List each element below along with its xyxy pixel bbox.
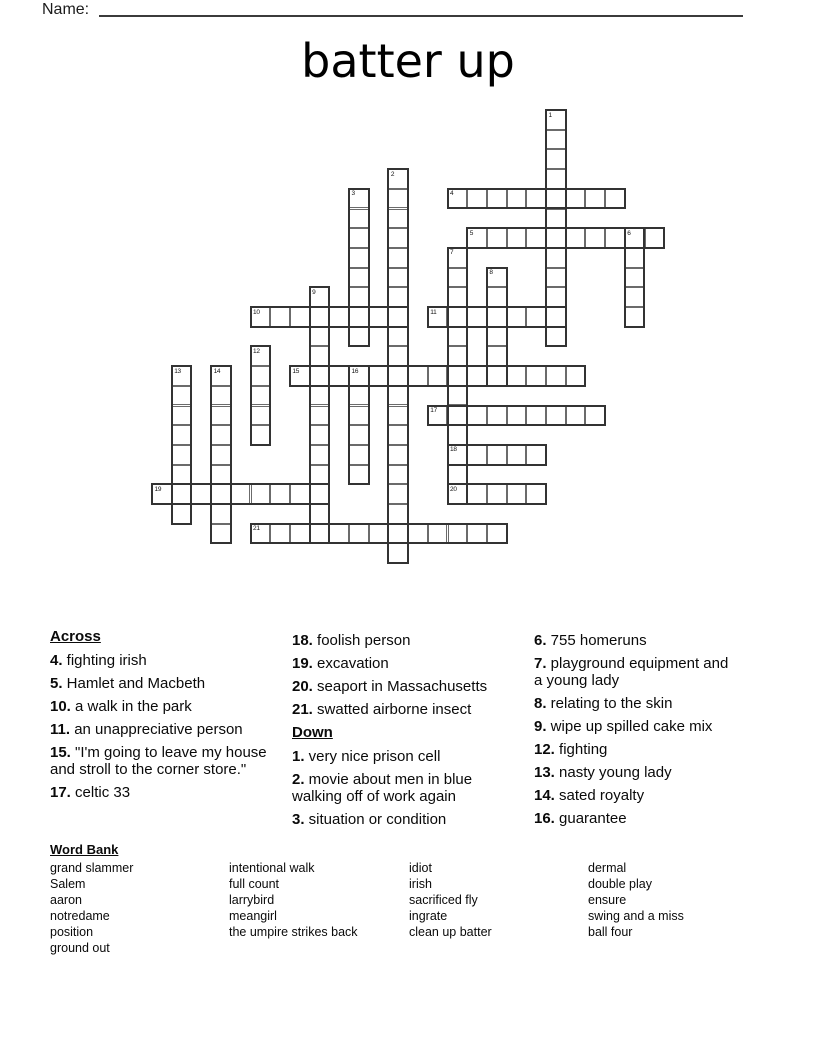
cell-number: 4 [450, 190, 454, 198]
word-bank-item: intentional walk [229, 861, 315, 875]
puzzle-title: batter up [301, 34, 515, 88]
clue-down-13: 13. nasty young lady [534, 764, 672, 781]
grid-cell[interactable] [546, 307, 566, 327]
clue-across-21: 21. swatted airborne insect [292, 701, 472, 718]
grid-cell[interactable] [546, 366, 566, 386]
clue-across-15: 15. "I'm going to leave my house and stroll to the corner store." [50, 744, 267, 778]
grid-cell[interactable] [329, 524, 349, 544]
grid-cell[interactable] [251, 307, 271, 327]
grid-cell[interactable] [566, 406, 586, 426]
word-bank-item: meangirl [229, 909, 277, 923]
grid-cell[interactable] [467, 406, 487, 426]
grid-cell[interactable] [172, 465, 192, 485]
clue-across-18: 18. foolish person [292, 632, 411, 649]
grid-cell[interactable] [388, 504, 408, 524]
grid-cell[interactable] [448, 327, 468, 347]
grid-cell[interactable] [349, 248, 369, 268]
cell-number: 13 [174, 367, 181, 375]
grid-cell[interactable] [507, 307, 527, 327]
grid-cell[interactable] [310, 504, 330, 524]
grid-cell[interactable] [172, 366, 192, 386]
grid-cell[interactable] [428, 524, 448, 544]
word-bank-column-1 [50, 860, 225, 956]
grid-cell[interactable] [388, 228, 408, 248]
grid-cell[interactable] [251, 484, 271, 504]
grid-cell[interactable] [448, 366, 468, 386]
cell-number: 11 [430, 308, 437, 316]
grid-cell[interactable] [507, 189, 527, 209]
grid-cell[interactable] [388, 346, 408, 366]
grid-cell[interactable] [467, 366, 487, 386]
cell-number: 16 [351, 367, 359, 375]
cell-number: 10 [253, 308, 260, 316]
grid-cell[interactable] [487, 346, 507, 366]
clue-down-7: 7. playground equipment and a young lady [534, 655, 729, 689]
grid-cell[interactable] [526, 445, 546, 465]
grid-cell[interactable] [448, 524, 468, 544]
grid-cell[interactable] [310, 445, 330, 465]
word-bank-item: Salem [50, 877, 86, 891]
cell-number: 15 [292, 367, 300, 375]
grid-cell[interactable] [191, 484, 211, 504]
grid-cell[interactable] [211, 386, 231, 406]
down-header: Down [292, 724, 333, 741]
cell-number: 21 [253, 525, 260, 533]
grid-cell[interactable] [211, 406, 231, 426]
across-header: Across [50, 628, 101, 645]
cell-number: 7 [450, 249, 454, 257]
grid-cell[interactable] [369, 366, 389, 386]
grid-cell[interactable] [349, 209, 369, 229]
grid-cell[interactable] [310, 346, 330, 366]
clue-down-3: 3. situation or condition [292, 811, 447, 828]
clue-down-16: 16. guarantee [534, 810, 627, 827]
grid-cell[interactable] [349, 465, 369, 485]
grid-cell[interactable] [172, 425, 192, 445]
word-bank-item: swing and a miss [588, 909, 684, 923]
clue-across-4: 4. fighting irish [50, 652, 147, 669]
grid-cell[interactable] [388, 445, 408, 465]
grid-cell[interactable] [270, 484, 290, 504]
cell-number: 20 [450, 485, 457, 493]
grid-cell[interactable] [526, 366, 546, 386]
grid-cell[interactable] [487, 327, 507, 347]
grid-cell[interactable] [310, 287, 330, 307]
grid-cell[interactable] [310, 524, 330, 544]
word-bank-item: dermal [588, 861, 627, 875]
word-bank-column-2 [229, 860, 404, 940]
grid-cell[interactable] [211, 366, 231, 386]
grid-cell[interactable] [388, 366, 408, 386]
word-bank-item: double play [588, 877, 652, 891]
grid-cell[interactable] [349, 228, 369, 248]
grid-cell[interactable] [408, 524, 428, 544]
grid-cell[interactable] [310, 307, 330, 327]
clue-across-10: 10. a walk in the park [50, 698, 192, 715]
cell-number: 9 [312, 288, 316, 296]
grid-cell[interactable] [448, 307, 468, 327]
cell-number: 2 [390, 170, 395, 178]
grid-cell[interactable] [310, 465, 330, 485]
cell-number: 17 [430, 407, 437, 414]
word-bank-item: ingrate [409, 909, 448, 923]
grid-cell[interactable] [487, 189, 507, 209]
word-bank-item: the umpire strikes back [229, 925, 358, 939]
grid-cell[interactable] [448, 386, 468, 406]
clue-down-2: 2. movie about men in blue walking off of work again [292, 771, 473, 805]
word-bank-item: full count [229, 877, 280, 891]
grid-cell[interactable] [546, 268, 566, 288]
grid-cell[interactable] [329, 366, 349, 386]
grid-cell[interactable] [625, 287, 645, 307]
grid-cell[interactable] [152, 484, 172, 504]
grid-cell[interactable] [546, 287, 566, 307]
grid-cell[interactable] [585, 228, 605, 248]
grid-cell[interactable] [349, 327, 369, 347]
name-label: Name: [42, 1, 90, 18]
grid-cell[interactable] [290, 484, 310, 504]
grid-cell[interactable] [487, 406, 507, 426]
grid-cell[interactable] [251, 346, 271, 366]
grid-cell[interactable] [270, 307, 290, 327]
grid-cell[interactable] [546, 228, 566, 248]
grid-cell[interactable] [526, 307, 546, 327]
grid-cell[interactable] [251, 425, 271, 445]
grid-cell[interactable] [546, 406, 566, 426]
grid-cell[interactable] [388, 543, 408, 563]
cell-number: 3 [351, 190, 355, 198]
word-bank-item: idiot [409, 861, 432, 875]
grid-cell[interactable] [310, 327, 330, 347]
grid-cell[interactable] [388, 248, 408, 268]
grid-cell[interactable] [566, 366, 586, 386]
grid-cell[interactable] [211, 524, 231, 544]
word-bank-header: Word Bank [50, 842, 119, 857]
grid-cell[interactable] [546, 189, 566, 209]
clue-down-1: 1. very nice prison cell [292, 748, 441, 765]
grid-cell[interactable] [369, 524, 389, 544]
grid-cell[interactable] [585, 406, 605, 426]
word-bank-item: grand slammer [50, 861, 134, 875]
grid-cell[interactable] [388, 169, 408, 189]
grid-cell[interactable] [349, 406, 369, 426]
grid-cell[interactable] [448, 287, 468, 307]
grid-cell[interactable] [448, 425, 468, 445]
grid-cell[interactable] [546, 248, 566, 268]
grid-cell[interactable] [290, 366, 310, 386]
grid-cell[interactable] [487, 445, 507, 465]
grid-cell[interactable] [172, 386, 192, 406]
grid-cell[interactable] [388, 484, 408, 504]
grid-cell[interactable] [605, 189, 625, 209]
grid-cell[interactable] [290, 524, 310, 544]
grid-cell[interactable] [605, 228, 625, 248]
clue-down-9: 9. wipe up spilled cake mix [534, 718, 713, 735]
clue-across-19: 19. excavation [292, 655, 389, 672]
cell-number: 1 [548, 111, 552, 119]
grid-cell[interactable] [270, 524, 290, 544]
grid-cell[interactable] [388, 386, 408, 406]
grid-cell[interactable] [310, 484, 330, 504]
cell-number: 12 [253, 347, 260, 355]
grid-cell[interactable] [310, 386, 330, 406]
grid-cell[interactable] [388, 268, 408, 288]
grid-cell[interactable] [251, 386, 271, 406]
grid-cell[interactable] [546, 130, 566, 150]
grid-cell[interactable] [172, 445, 192, 465]
grid-cell[interactable] [251, 366, 271, 386]
grid-cell[interactable] [546, 327, 566, 347]
grid-cell[interactable] [388, 425, 408, 445]
grid-cell[interactable] [487, 307, 507, 327]
grid-cell[interactable] [172, 484, 192, 504]
grid-cell[interactable] [507, 406, 527, 426]
grid-cell[interactable] [585, 189, 605, 209]
cell-number: 6 [627, 229, 631, 237]
grid-cell[interactable] [428, 307, 448, 327]
grid-cell[interactable] [507, 366, 527, 386]
grid-cell[interactable] [507, 228, 527, 248]
cell-number: 5 [469, 229, 474, 237]
clues-column-2 [292, 632, 520, 834]
grid-cell[interactable] [448, 406, 468, 426]
grid-cell[interactable] [448, 248, 468, 268]
grid-cell[interactable] [211, 465, 231, 485]
grid-cell[interactable] [428, 406, 448, 426]
grid-cell[interactable] [487, 228, 507, 248]
grid-cell[interactable] [448, 484, 468, 504]
word-bank-column-4 [588, 860, 763, 940]
grid-cell[interactable] [388, 524, 408, 544]
grid-cell[interactable] [448, 465, 468, 485]
grid-cell[interactable] [448, 189, 468, 209]
grid-cell[interactable] [526, 484, 546, 504]
clue-across-20: 20. seaport in Massachusetts [292, 678, 488, 695]
grid-cell[interactable] [487, 366, 507, 386]
clues-column-3 [534, 632, 738, 833]
clue-across-17: 17. celtic 33 [50, 784, 131, 801]
grid-cell[interactable] [487, 484, 507, 504]
grid-cell[interactable] [349, 425, 369, 445]
grid-cell[interactable] [251, 524, 271, 544]
grid-cell[interactable] [388, 189, 408, 209]
cell-number: 18 [450, 446, 457, 454]
clue-down-14: 14. sated royalty [534, 787, 645, 804]
grid-cell[interactable] [211, 445, 231, 465]
clue-across-5: 5. Hamlet and Macbeth [50, 675, 206, 692]
grid-cell[interactable] [310, 366, 330, 386]
grid-cell[interactable] [290, 307, 310, 327]
grid-cell[interactable] [428, 366, 448, 386]
clue-down-8: 8. relating to the skin [534, 695, 673, 712]
grid-cell[interactable] [349, 287, 369, 307]
grid-cell[interactable] [625, 307, 645, 327]
grid-cell[interactable] [448, 346, 468, 366]
clue-down-12: 12. fighting [534, 741, 608, 758]
grid-cell[interactable] [388, 406, 408, 426]
grid-cell[interactable] [507, 484, 527, 504]
grid-cell[interactable] [349, 307, 369, 327]
grid-cell[interactable] [349, 445, 369, 465]
word-bank-item: ensure [588, 893, 627, 907]
grid-cell[interactable] [369, 307, 389, 327]
grid-cell[interactable] [546, 110, 566, 130]
grid-cell[interactable] [645, 228, 665, 248]
grid-cell[interactable] [566, 228, 586, 248]
grid-cell[interactable] [566, 189, 586, 209]
grid-cell[interactable] [467, 228, 487, 248]
grid-cell[interactable] [310, 425, 330, 445]
word-bank-item: aaron [50, 893, 82, 907]
grid-cell[interactable] [467, 307, 487, 327]
grid-cell[interactable] [546, 149, 566, 169]
cell-number: 14 [213, 367, 221, 375]
grid-cell[interactable] [546, 169, 566, 189]
clues-column-1 [50, 628, 268, 807]
word-bank-item: irish [409, 877, 432, 891]
grid-cell[interactable] [349, 268, 369, 288]
grid-cell[interactable] [211, 425, 231, 445]
cell-number: 19 [154, 485, 162, 493]
grid-cell[interactable] [625, 248, 645, 268]
word-bank-column-3 [409, 860, 584, 940]
word-bank-item: ball four [588, 925, 633, 939]
word-bank-item: larrybird [229, 893, 275, 907]
grid-cell[interactable] [526, 228, 546, 248]
clue-down-6: 6. 755 homeruns [534, 632, 647, 649]
grid-cell[interactable] [388, 307, 408, 327]
grid-cell[interactable] [467, 189, 487, 209]
grid-cell[interactable] [467, 445, 487, 465]
grid-cell[interactable] [310, 406, 330, 426]
word-bank-item: clean up batter [409, 925, 492, 939]
grid-cell[interactable] [349, 386, 369, 406]
word-bank-item: ground out [50, 941, 110, 955]
grid-cell[interactable] [467, 484, 487, 504]
cell-number: 8 [489, 269, 493, 277]
grid-cell[interactable] [388, 327, 408, 347]
grid-cell[interactable] [329, 307, 349, 327]
word-bank-item: notredame [50, 909, 110, 923]
grid-cell[interactable] [349, 524, 369, 544]
grid-cell[interactable] [172, 406, 192, 426]
grid-cell[interactable] [507, 445, 527, 465]
grid-cell[interactable] [448, 268, 468, 288]
grid-cell[interactable] [251, 406, 271, 426]
grid-cell[interactable] [211, 484, 231, 504]
grid-cell[interactable] [349, 366, 369, 386]
grid-cell[interactable] [231, 484, 251, 504]
grid-cell[interactable] [408, 366, 428, 386]
grid-cell[interactable] [526, 189, 546, 209]
clue-across-11: 11. an unappreciative person [50, 721, 243, 738]
grid-cell[interactable] [487, 287, 507, 307]
grid-cell[interactable] [172, 504, 192, 524]
grid-cell[interactable] [448, 445, 468, 465]
grid-cell[interactable] [526, 406, 546, 426]
grid-cell[interactable] [546, 209, 566, 229]
word-bank-item: sacrificed fly [409, 893, 478, 907]
grid-cell[interactable] [625, 268, 645, 288]
word-bank-item: position [50, 925, 94, 939]
grid-cell[interactable] [211, 504, 231, 524]
grid-cell[interactable] [388, 465, 408, 485]
grid-cell[interactable] [625, 228, 645, 248]
grid-cell[interactable] [487, 268, 507, 288]
grid-cell[interactable] [388, 209, 408, 229]
grid-cell[interactable] [467, 524, 487, 544]
grid-cell[interactable] [349, 189, 369, 209]
grid-cell[interactable] [388, 287, 408, 307]
grid-cell[interactable] [487, 524, 507, 544]
